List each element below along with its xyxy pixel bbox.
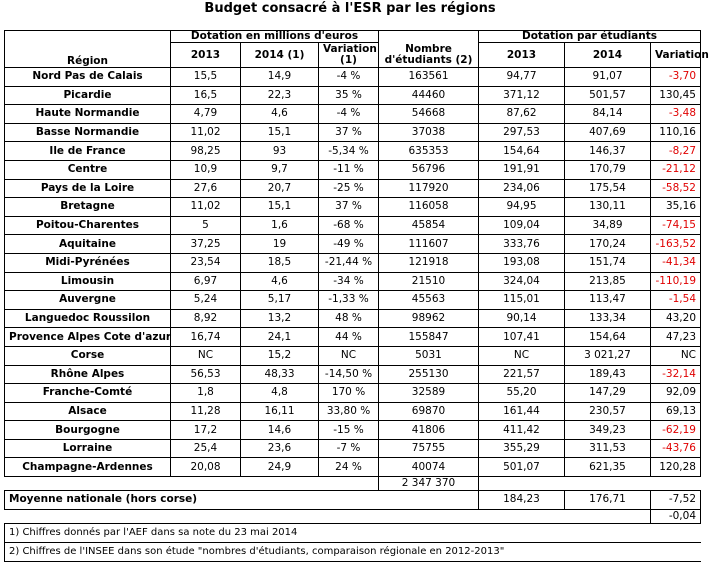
cell-e2014: 349,23	[565, 421, 651, 440]
cell-region: Lorraine	[5, 439, 171, 458]
cell-region: Ile de France	[5, 142, 171, 161]
cell-e2013: 193,08	[479, 253, 565, 272]
cell-e2013: 324,04	[479, 272, 565, 291]
table-row	[5, 216, 701, 235]
budget-table	[4, 30, 709, 562]
footnote: 2) Chiffres de l'INSEE dans son étude "nombres d'étudiants, comparaison régionale en 2012-2013"	[5, 542, 701, 561]
cell-variation: 33,80 %	[319, 402, 379, 421]
cell-evariation: 35,16	[651, 198, 701, 217]
cell-evariation: 92,09	[651, 384, 701, 403]
cell-nombre: 69870	[379, 402, 479, 421]
cell-variation: -4 %	[319, 68, 379, 87]
blank-cell	[319, 477, 379, 491]
cell-evariation: 43,20	[651, 309, 701, 328]
cell-d2013: 10,9	[171, 160, 241, 179]
cell-e2013: 411,42	[479, 421, 565, 440]
cell-e2013: 221,57	[479, 365, 565, 384]
group-blank	[5, 31, 171, 43]
cell-e2013: 115,01	[479, 291, 565, 310]
cell-evariation: -3,70	[651, 68, 701, 87]
cell-nombre: 163561	[379, 68, 479, 87]
cell-evariation: -32,14	[651, 365, 701, 384]
cell-nombre: 45854	[379, 216, 479, 235]
table-row	[5, 235, 701, 254]
table-row	[5, 346, 701, 365]
cell-e2013: 90,14	[479, 309, 565, 328]
cell-d2013: 56,53	[171, 365, 241, 384]
blank-cell	[651, 477, 701, 491]
cell-d2014: 22,3	[241, 86, 319, 105]
cell-variation: -25 %	[319, 179, 379, 198]
total-row	[5, 477, 701, 491]
header-variation: Variation (1)	[319, 43, 379, 68]
cell-d2014: 24,9	[241, 458, 319, 477]
cell-d2013: 11,02	[171, 198, 241, 217]
cell-d2013: 11,28	[171, 402, 241, 421]
page-title: Budget consacré à l'ESR par les régions	[204, 1, 496, 16]
cell-d2014: 4,8	[241, 384, 319, 403]
cell-e2014: 130,11	[565, 198, 651, 217]
cell-e2013: NC	[479, 346, 565, 365]
blank-cell	[171, 477, 241, 491]
cell-d2014: 4,6	[241, 272, 319, 291]
cell-d2014: 15,1	[241, 123, 319, 142]
table-row	[5, 365, 701, 384]
cell-evariation: -163,52	[651, 235, 701, 254]
cell-region: Languedoc Roussilon	[5, 309, 171, 328]
cell-nombre: 111607	[379, 235, 479, 254]
table-row	[5, 105, 701, 124]
cell-evariation: 130,45	[651, 86, 701, 105]
cell-d2013: 23,54	[171, 253, 241, 272]
cell-evariation: NC	[651, 346, 701, 365]
cell-d2014: 9,7	[241, 160, 319, 179]
cell-nombre: 40074	[379, 458, 479, 477]
blank-cell	[241, 477, 319, 491]
table-row	[5, 458, 701, 477]
footnote: 1) Chiffres donnés par l'AEF dans sa note du 23 mai 2014	[5, 523, 701, 542]
cell-e2014: 189,43	[565, 365, 651, 384]
moyenne-evariation: -7,52	[651, 491, 701, 510]
cell-evariation: -43,76	[651, 439, 701, 458]
cell-e2013: 333,76	[479, 235, 565, 254]
cell-region: Pays de la Loire	[5, 179, 171, 198]
cell-e2013: 371,12	[479, 86, 565, 105]
cell-variation: 170 %	[319, 384, 379, 403]
moyenne-e2013: 184,23	[479, 491, 565, 510]
cell-e2014: 170,24	[565, 235, 651, 254]
table-row	[5, 68, 701, 87]
cell-d2013: 1,8	[171, 384, 241, 403]
table-row	[5, 439, 701, 458]
footnote-row	[5, 542, 701, 561]
table-row	[5, 384, 701, 403]
cell-e2014: 151,74	[565, 253, 651, 272]
cell-evariation: -8,27	[651, 142, 701, 161]
cell-nombre: 41806	[379, 421, 479, 440]
cell-d2013: 98,25	[171, 142, 241, 161]
cell-nombre: 44460	[379, 86, 479, 105]
cell-region: Champagne-Ardennes	[5, 458, 171, 477]
group-header-row	[5, 31, 701, 43]
cell-variation: -7 %	[319, 439, 379, 458]
table-row	[5, 328, 701, 347]
cell-nombre: 21510	[379, 272, 479, 291]
cell-nombre: 37038	[379, 123, 479, 142]
cell-d2014: 23,6	[241, 439, 319, 458]
cell-variation: 37 %	[319, 198, 379, 217]
cell-region: Aquitaine	[5, 235, 171, 254]
cell-e2013: 109,04	[479, 216, 565, 235]
cell-region: Bretagne	[5, 198, 171, 217]
cell-e2014: 170,79	[565, 160, 651, 179]
cell-region: Picardie	[5, 86, 171, 105]
cell-evariation: -41,34	[651, 253, 701, 272]
cell-nombre: 117920	[379, 179, 479, 198]
moyenne-e2014: 176,71	[565, 491, 651, 510]
cell-d2013: 16,5	[171, 86, 241, 105]
cell-d2014: 5,17	[241, 291, 319, 310]
cell-d2014: 14,9	[241, 68, 319, 87]
cell-e2014: 501,57	[565, 86, 651, 105]
cell-region: Limousin	[5, 272, 171, 291]
cell-d2014: 14,6	[241, 421, 319, 440]
cell-d2014: 15,2	[241, 346, 319, 365]
cell-region: Alsace	[5, 402, 171, 421]
total-students: 2 347 370	[379, 477, 479, 491]
cell-region: Franche-Comté	[5, 384, 171, 403]
cell-e2014: 154,64	[565, 328, 651, 347]
cell-e2014: 621,35	[565, 458, 651, 477]
cell-d2013: 20,08	[171, 458, 241, 477]
cell-nombre: 255130	[379, 365, 479, 384]
table-row	[5, 179, 701, 198]
cell-e2013: 501,07	[479, 458, 565, 477]
cell-e2014: 113,47	[565, 291, 651, 310]
header-evariation: Variation	[651, 43, 701, 68]
blank-cell	[5, 509, 651, 523]
cell-d2014: 4,6	[241, 105, 319, 124]
cell-variation: -4 %	[319, 105, 379, 124]
cell-d2013: 15,5	[171, 68, 241, 87]
cell-evariation: -74,15	[651, 216, 701, 235]
cell-nombre: 5031	[379, 346, 479, 365]
cell-d2013: NC	[171, 346, 241, 365]
cell-nombre: 56796	[379, 160, 479, 179]
table-row	[5, 160, 701, 179]
cell-d2014: 20,7	[241, 179, 319, 198]
cell-e2014: 147,29	[565, 384, 651, 403]
header-nombre: Nombre d'étudiants (2)	[379, 43, 479, 68]
cell-d2013: 16,74	[171, 328, 241, 347]
cell-region: Basse Normandie	[5, 123, 171, 142]
table-row	[5, 142, 701, 161]
cell-e2014: 146,37	[565, 142, 651, 161]
blank-cell	[479, 477, 565, 491]
cell-nombre: 32589	[379, 384, 479, 403]
header-e2013: 2013	[479, 43, 565, 68]
cell-d2013: 17,2	[171, 421, 241, 440]
cell-e2014: 311,53	[565, 439, 651, 458]
cell-e2013: 234,06	[479, 179, 565, 198]
cell-variation: -34 %	[319, 272, 379, 291]
cell-region: Haute Normandie	[5, 105, 171, 124]
cell-variation: 44 %	[319, 328, 379, 347]
table-row	[5, 198, 701, 217]
table-row	[5, 253, 701, 272]
cell-variation: 37 %	[319, 123, 379, 142]
cell-nombre: 635353	[379, 142, 479, 161]
cell-d2013: 5,24	[171, 291, 241, 310]
cell-d2014: 48,33	[241, 365, 319, 384]
cell-nombre: 45563	[379, 291, 479, 310]
cell-d2014: 19	[241, 235, 319, 254]
cell-nombre: 75755	[379, 439, 479, 458]
cell-d2014: 13,2	[241, 309, 319, 328]
cell-e2013: 87,62	[479, 105, 565, 124]
cell-variation: 48 %	[319, 309, 379, 328]
cell-region: Nord Pas de Calais	[5, 68, 171, 87]
group-par-etudiant: Dotation par étudiants	[479, 31, 701, 43]
cell-d2013: 27,6	[171, 179, 241, 198]
footnote-row	[5, 523, 701, 542]
table-row	[5, 309, 701, 328]
cell-variation: -68 %	[319, 216, 379, 235]
cell-e2014: 84,14	[565, 105, 651, 124]
cell-d2014: 1,6	[241, 216, 319, 235]
table-row	[5, 421, 701, 440]
cell-e2014: 230,57	[565, 402, 651, 421]
cell-variation: -11 %	[319, 160, 379, 179]
blank-cell	[5, 477, 171, 491]
cell-region: Centre	[5, 160, 171, 179]
table-row	[5, 272, 701, 291]
cell-d2014: 15,1	[241, 198, 319, 217]
cell-variation: NC	[319, 346, 379, 365]
cell-e2013: 94,95	[479, 198, 565, 217]
table-row	[5, 402, 701, 421]
table-row	[5, 86, 701, 105]
cell-d2013: 8,92	[171, 309, 241, 328]
cell-nombre: 98962	[379, 309, 479, 328]
cell-region: Bourgogne	[5, 421, 171, 440]
moyenne-label: Moyenne nationale (hors corse)	[5, 491, 479, 510]
cell-e2014: 213,85	[565, 272, 651, 291]
cell-d2013: 25,4	[171, 439, 241, 458]
cell-variation: 24 %	[319, 458, 379, 477]
cell-evariation: -62,19	[651, 421, 701, 440]
table-row	[5, 123, 701, 142]
cell-variation: -49 %	[319, 235, 379, 254]
cell-evariation: 69,13	[651, 402, 701, 421]
cell-variation: -14,50 %	[319, 365, 379, 384]
header-d2014: 2014 (1)	[241, 43, 319, 68]
cell-e2014: 175,54	[565, 179, 651, 198]
cell-evariation: -58,52	[651, 179, 701, 198]
column-header-row	[5, 43, 701, 68]
cell-nombre: 155847	[379, 328, 479, 347]
cell-nombre: 116058	[379, 198, 479, 217]
cell-evariation: -21,12	[651, 160, 701, 179]
cell-e2014: 133,34	[565, 309, 651, 328]
cell-e2014: 407,69	[565, 123, 651, 142]
cell-region: Corse	[5, 346, 171, 365]
cell-region: Provence Alpes Cote d'azur	[5, 328, 171, 347]
cell-variation: -1,33 %	[319, 291, 379, 310]
cell-evariation: 110,16	[651, 123, 701, 142]
cell-nombre: 54668	[379, 105, 479, 124]
blank-cell	[565, 477, 651, 491]
cell-d2014: 18,5	[241, 253, 319, 272]
moyenne-evariation-2: -0,04	[651, 509, 701, 523]
cell-e2014: 3 021,27	[565, 346, 651, 365]
cell-nombre: 121918	[379, 253, 479, 272]
cell-e2013: 161,44	[479, 402, 565, 421]
cell-variation: -21,44 %	[319, 253, 379, 272]
cell-evariation: -3,48	[651, 105, 701, 124]
cell-d2014: 24,1	[241, 328, 319, 347]
cell-evariation: -110,19	[651, 272, 701, 291]
cell-variation: 35 %	[319, 86, 379, 105]
cell-region: Rhône Alpes	[5, 365, 171, 384]
cell-evariation: -1,54	[651, 291, 701, 310]
cell-e2014: 34,89	[565, 216, 651, 235]
header-region: Région	[5, 43, 171, 68]
cell-e2013: 297,53	[479, 123, 565, 142]
cell-variation: -15 %	[319, 421, 379, 440]
cell-e2013: 107,41	[479, 328, 565, 347]
cell-region: Poitou-Charentes	[5, 216, 171, 235]
moyenne-row	[5, 491, 701, 510]
header-e2014: 2014	[565, 43, 651, 68]
table-row	[5, 291, 701, 310]
cell-d2014: 16,11	[241, 402, 319, 421]
header-d2013: 2013	[171, 43, 241, 68]
cell-d2014: 93	[241, 142, 319, 161]
cell-e2013: 355,29	[479, 439, 565, 458]
cell-d2013: 5	[171, 216, 241, 235]
group-blank	[379, 31, 479, 43]
group-dotation: Dotation en millions d'euros	[171, 31, 379, 43]
cell-d2013: 11,02	[171, 123, 241, 142]
cell-region: Midi-Pyrénées	[5, 253, 171, 272]
cell-d2013: 4,79	[171, 105, 241, 124]
cell-evariation: 120,28	[651, 458, 701, 477]
cell-d2013: 6,97	[171, 272, 241, 291]
cell-region: Auvergne	[5, 291, 171, 310]
cell-evariation: 47,23	[651, 328, 701, 347]
cell-d2013: 37,25	[171, 235, 241, 254]
cell-e2013: 191,91	[479, 160, 565, 179]
cell-e2013: 154,64	[479, 142, 565, 161]
moyenne-variation-row	[5, 509, 701, 523]
cell-e2013: 94,77	[479, 68, 565, 87]
cell-e2014: 91,07	[565, 68, 651, 87]
cell-variation: -5,34 %	[319, 142, 379, 161]
cell-e2013: 55,20	[479, 384, 565, 403]
